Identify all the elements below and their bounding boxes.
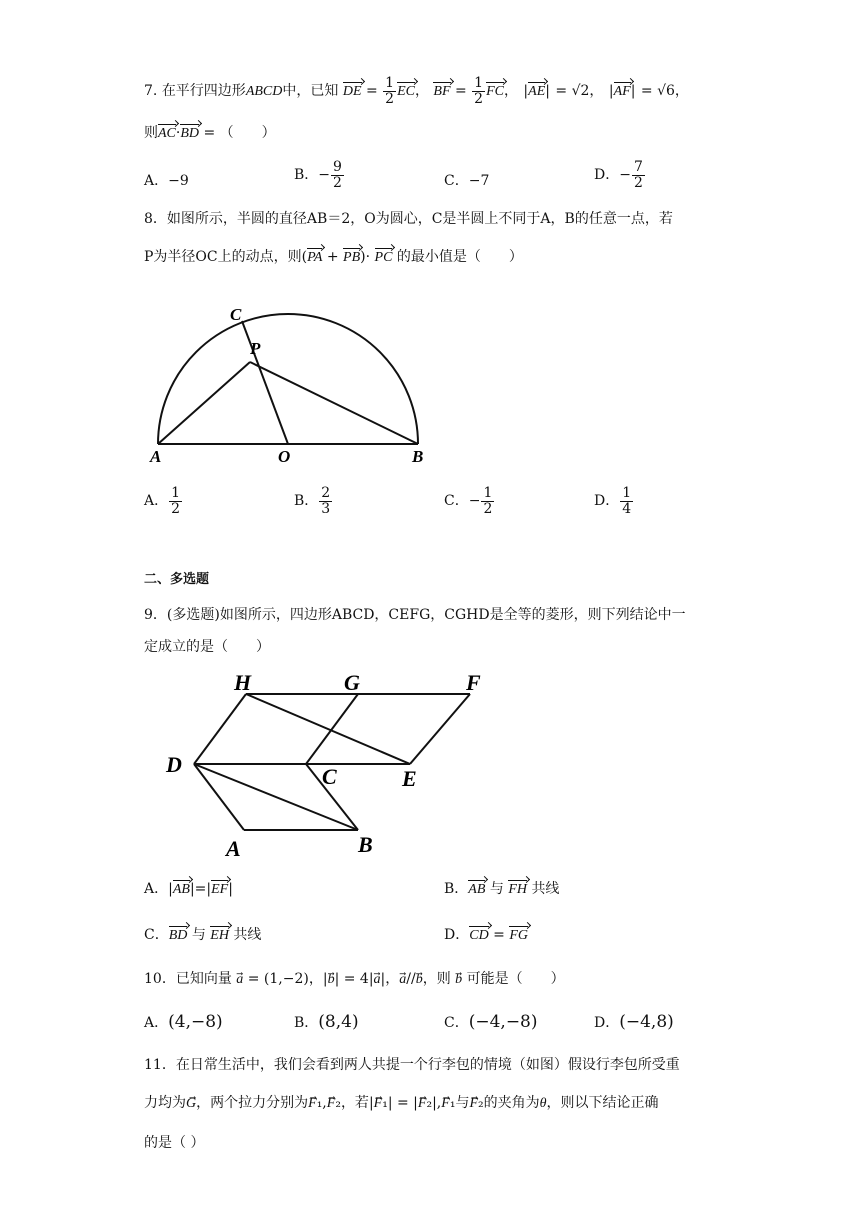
- q9-stem-line2: 定成立的是（ ）: [144, 639, 270, 655]
- q9-option-b[interactable]: B．AB 与 FH 共线: [444, 881, 560, 897]
- q7-option-c[interactable]: C．−7: [444, 173, 490, 189]
- label-c2: C: [322, 764, 337, 789]
- label-g: G: [344, 670, 360, 695]
- q8-option-c[interactable]: C．− $\frac{1}{2}$: [444, 485, 493, 517]
- label-a: A: [150, 447, 162, 466]
- q10-option-a[interactable]: A．(4,−8): [144, 1012, 223, 1032]
- rhombus-figure: [160, 664, 520, 864]
- label-d: D: [166, 752, 182, 777]
- q7-option-b[interactable]: B．− $\frac{9}{2}$: [294, 159, 342, 191]
- q8-stem-line1: 8．如图所示，半圆的直径AB＝2，O为圆心，C是半圆上不同于A，B的任意一点，若: [144, 211, 673, 227]
- q9-option-c[interactable]: C．BD 与 EH 共线: [144, 927, 262, 943]
- label-o: O: [278, 447, 291, 466]
- q8-stem-line2: P为半径OC上的动点，则(PA + PB)· PC 的最小值是（ ）: [144, 249, 523, 265]
- q7-option-d[interactable]: D．− $\frac{7}{2}$: [594, 159, 643, 191]
- q10-option-b[interactable]: B．(8,4): [294, 1012, 359, 1032]
- label-b: B: [412, 447, 424, 466]
- q9-option-d[interactable]: D．CD = FG: [444, 927, 528, 943]
- q7-stem: 7. 在平行四边形ABCD中，已知 DE = $\frac{1}{2}$ EC， BF = $\frac{1}{2}$ FC， |AE| = √2， |AF| = √6，: [144, 75, 689, 107]
- q7-option-a[interactable]: A．−9: [144, 173, 189, 189]
- label-b2: B: [358, 832, 373, 857]
- q9-option-a[interactable]: A．|AB|=|EF|: [144, 881, 233, 897]
- label-e: E: [402, 766, 417, 791]
- q11-stem-line2: 力均为G，两个拉力分别为F⃗₁,F⃗₂，若|F⃗₁| = |F⃗₂|,F⃗₁与F⃗₂的夹角为θ，则以下结论正确: [144, 1095, 659, 1111]
- q10-option-c[interactable]: C．(−4,−8): [444, 1012, 538, 1032]
- label-c: C: [230, 305, 242, 324]
- label-a2: A: [226, 836, 241, 861]
- q7-number: 7.: [144, 83, 158, 100]
- q8-option-d[interactable]: D． $\frac{1}{4}$: [594, 485, 632, 517]
- section-title: 二、多选题: [144, 572, 210, 587]
- q10-stem: 10．已知向量 a⃗ = (1,−2)，|b⃗| = 4|a⃗|，a⃗//b，则 b⃗ 可能是（ ）: [144, 971, 565, 987]
- q9-stem-line1: 9．(多选题)如图所示，四边形ABCD，CEFG，CGHD是全等的菱形，则下列结论中一: [144, 607, 686, 623]
- q7-question: 则AC·BD = （ ）: [144, 125, 276, 141]
- q11-stem-line3: 的是（ ）: [144, 1135, 205, 1151]
- q8-option-a[interactable]: A． $\frac{1}{2}$: [144, 485, 181, 517]
- q8-option-b[interactable]: B． $\frac{2}{3}$: [294, 485, 331, 517]
- label-p: P: [250, 339, 261, 358]
- label-h: H: [234, 670, 252, 695]
- semicircle-figure: [140, 296, 440, 472]
- q11-stem-line1: 11．在日常生活中，我们会看到两人共提一个行李包的情境（如图）假设行李包所受重: [144, 1057, 680, 1073]
- q10-option-d[interactable]: D．(−4,8): [594, 1012, 674, 1032]
- label-f: F: [466, 670, 481, 695]
